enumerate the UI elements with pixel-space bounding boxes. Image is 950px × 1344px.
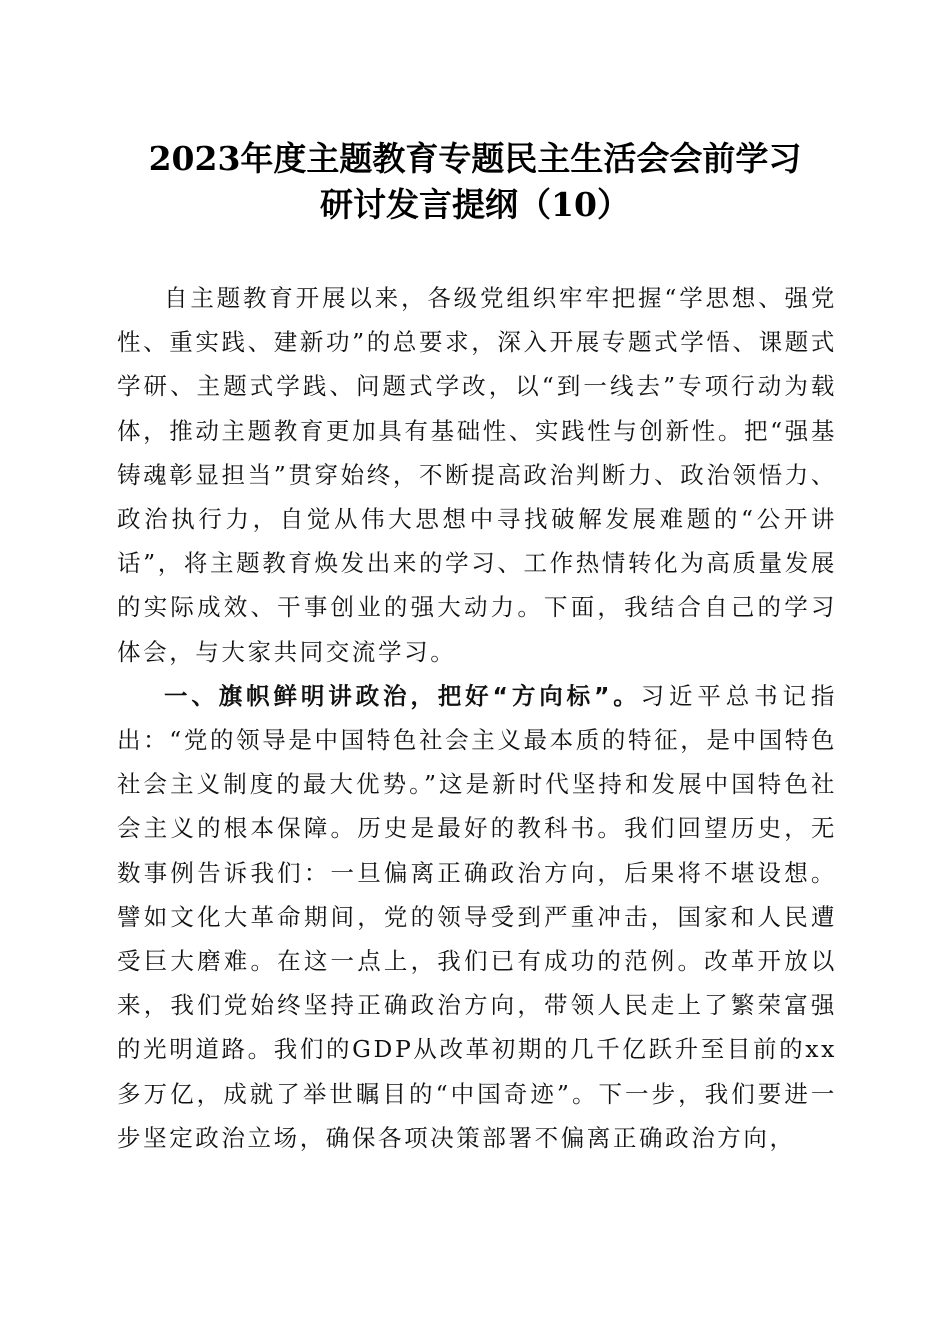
document-body xyxy=(117,276,837,1160)
section-1-heading: 一、旗帜鲜明讲政治，把好“方向标”。 xyxy=(164,681,641,710)
section-1-text: 习近平总书记指出：“党的领导是中国特色社会主义最本质的特征，是中国特色社会主义制度的最大优势。”这是新时代坚持和发展中国特色社会主义的根本保障。历史是最好的教科书。我们回望历史，无数事例告诉我们：一旦偏离正确政治方向，后果将不堪设想。譬如文化大革命期间，党的领导受到严重冲击，国家和人民遭受巨大磨难。在这一点上，我们已有成功的范例。改革开放以来，我们党始终坚持正确政治方向，带领人民走上了繁荣富强的光明道路。我们的GDP从改革初期的几千亿跃升至目前的xx多万亿，成就了举世瞩目的“中国奇迹”。下一步，我们要进一步坚定政治立场，确保各项决策部署不偏离正确政治方向， xyxy=(117,681,837,1152)
section-1-paragraph xyxy=(117,674,837,1160)
document-title xyxy=(120,136,830,228)
title-line-1: 2023年度主题教育专题民主生活会会前学习 xyxy=(148,139,802,178)
intro-paragraph: 自主题教育开展以来，各级党组织牢牢把握“学思想、强党性、重实践、建新功”的总要求，深入开展专题式学悟、课题式学研、主题式学践、问题式学改，以“到一线去”专项行动为载体，推动主题教育更加具有基础性、实践性与创新性。把“强基铸魂彰显担当”贯穿始终，不断提高政治判断力、政治领悟力、政治执行力，自觉从伟大思想中寻找破解发展难题的“公开讲话”，将主题教育焕发出来的学习、工作热情转化为高质量发展的实际成效、干事创业的强大动力。下面，我结合自己的学习体会，与大家共同交流学习。 xyxy=(117,284,837,666)
title-line-2: 研讨发言提纲（10） xyxy=(320,185,630,224)
